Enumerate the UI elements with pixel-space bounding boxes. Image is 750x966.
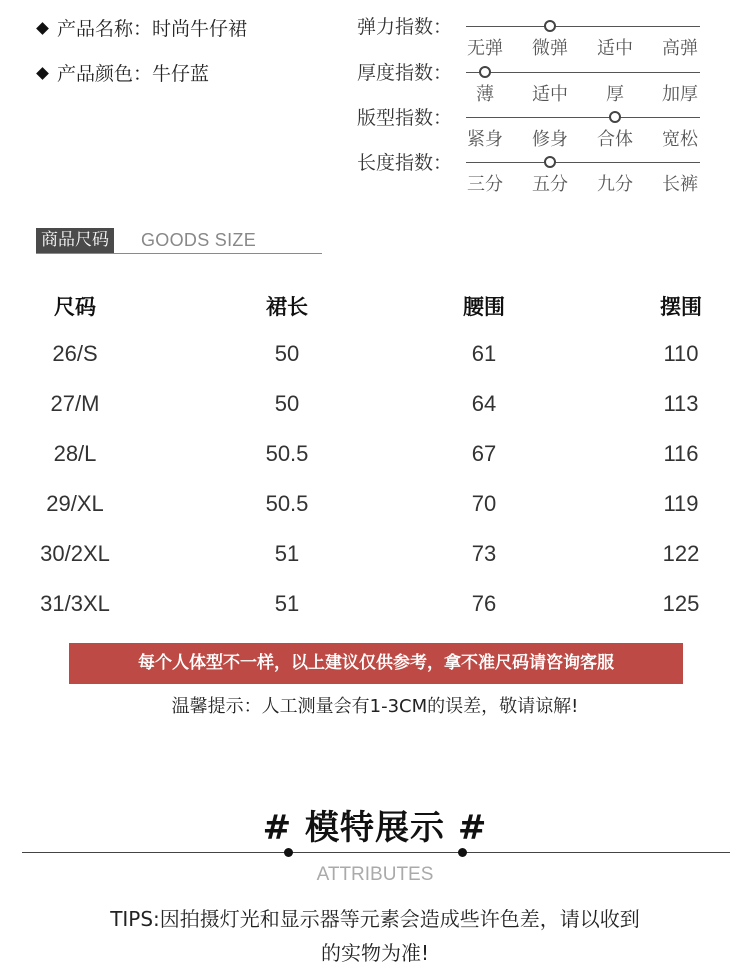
index-option: 三分 (467, 174, 503, 195)
index-option: 紧身 (467, 129, 503, 150)
model-section-title: # 模特展示 # (262, 808, 488, 848)
table-cell: 116 (663, 441, 699, 466)
table-cell: 50 (274, 391, 300, 416)
index-option: 适中 (597, 38, 633, 59)
table-cell: 50.5 (265, 441, 309, 466)
table-cell: 64 (471, 391, 497, 416)
index-option: 微弹 (532, 38, 568, 59)
product-name (38, 14, 247, 41)
table-cell: 27/M (50, 391, 100, 416)
divider-dot-left (284, 848, 293, 857)
index-option: 薄 (476, 84, 494, 105)
table-cell: 51 (274, 591, 300, 616)
size-section-tag: 商品尺码 (36, 228, 114, 253)
index-scale-line (466, 26, 700, 27)
table-header-cell: 尺码 (54, 295, 96, 319)
index-option: 五分 (532, 174, 568, 195)
measurement-tip: 温馨提示：人工测量会有1-3CM的误差，敬请谅解! (171, 696, 579, 717)
table-header-cell: 腰围 (463, 295, 505, 319)
table-cell: 113 (663, 391, 699, 416)
index-option: 加厚 (662, 84, 698, 105)
table-cell: 122 (662, 541, 700, 566)
index-label: 版型指数： (357, 107, 453, 129)
product-name-text: 产品名称：时尚牛仔裙 (57, 18, 248, 40)
diamond-bullet-icon (36, 67, 49, 80)
index-label: 厚度指数： (357, 62, 453, 84)
table-cell: 76 (471, 591, 497, 616)
table-cell: 30/2XL (40, 541, 110, 566)
product-color (38, 59, 209, 86)
size-section-title-en: GOODS SIZE (141, 230, 257, 250)
table-cell: 51 (274, 541, 300, 566)
index-option: 长裤 (662, 174, 698, 195)
table-header-cell: 摆围 (660, 295, 702, 319)
table-cell: 70 (471, 491, 497, 516)
index-option: 宽松 (662, 129, 698, 150)
table-cell: 31/3XL (40, 591, 110, 616)
table-cell: 50.5 (265, 491, 309, 516)
index-option: 合体 (597, 129, 633, 150)
index-marker-icon (479, 66, 491, 78)
table-cell: 67 (471, 441, 497, 466)
attributes-subtitle: ATTRIBUTES (316, 864, 434, 885)
index-marker-icon (544, 20, 556, 32)
size-section-divider (36, 253, 322, 254)
index-scale-line (466, 117, 700, 118)
table-cell: 50 (274, 341, 300, 366)
index-option: 九分 (597, 174, 633, 195)
color-tips-line-1: TIPS:因拍摄灯光和显示器等元素会造成些许色差，请以收到 (110, 907, 640, 931)
index-label: 长度指数： (357, 152, 453, 174)
table-cell: 26/S (52, 341, 98, 366)
table-cell: 125 (662, 591, 700, 616)
table-cell: 61 (471, 341, 497, 366)
index-option: 适中 (532, 84, 568, 105)
product-color-text: 产品颜色：牛仔蓝 (57, 63, 210, 85)
table-cell: 110 (663, 341, 699, 366)
table-cell: 28/L (53, 441, 97, 466)
table-header-cell: 裙长 (266, 295, 308, 319)
index-marker-icon (609, 111, 621, 123)
index-option: 厚 (606, 84, 624, 105)
index-option: 无弹 (467, 38, 503, 59)
diamond-bullet-icon (36, 22, 49, 35)
table-cell: 29/XL (46, 491, 104, 516)
index-label: 弹力指数： (357, 16, 453, 38)
size-advice-banner: 每个人体型不一样，以上建议仅供参考，拿不准尺码请咨询客服 (69, 643, 683, 684)
index-scale-line (466, 72, 700, 73)
index-scale-line (466, 162, 700, 163)
model-section-divider (22, 852, 730, 853)
table-cell: 73 (471, 541, 497, 566)
color-tips-line-2: 的实物为准! (320, 941, 430, 965)
index-option: 高弹 (662, 38, 698, 59)
table-cell: 119 (663, 491, 699, 516)
index-option: 修身 (532, 129, 568, 150)
divider-dot-right (458, 848, 467, 857)
index-marker-icon (544, 156, 556, 168)
